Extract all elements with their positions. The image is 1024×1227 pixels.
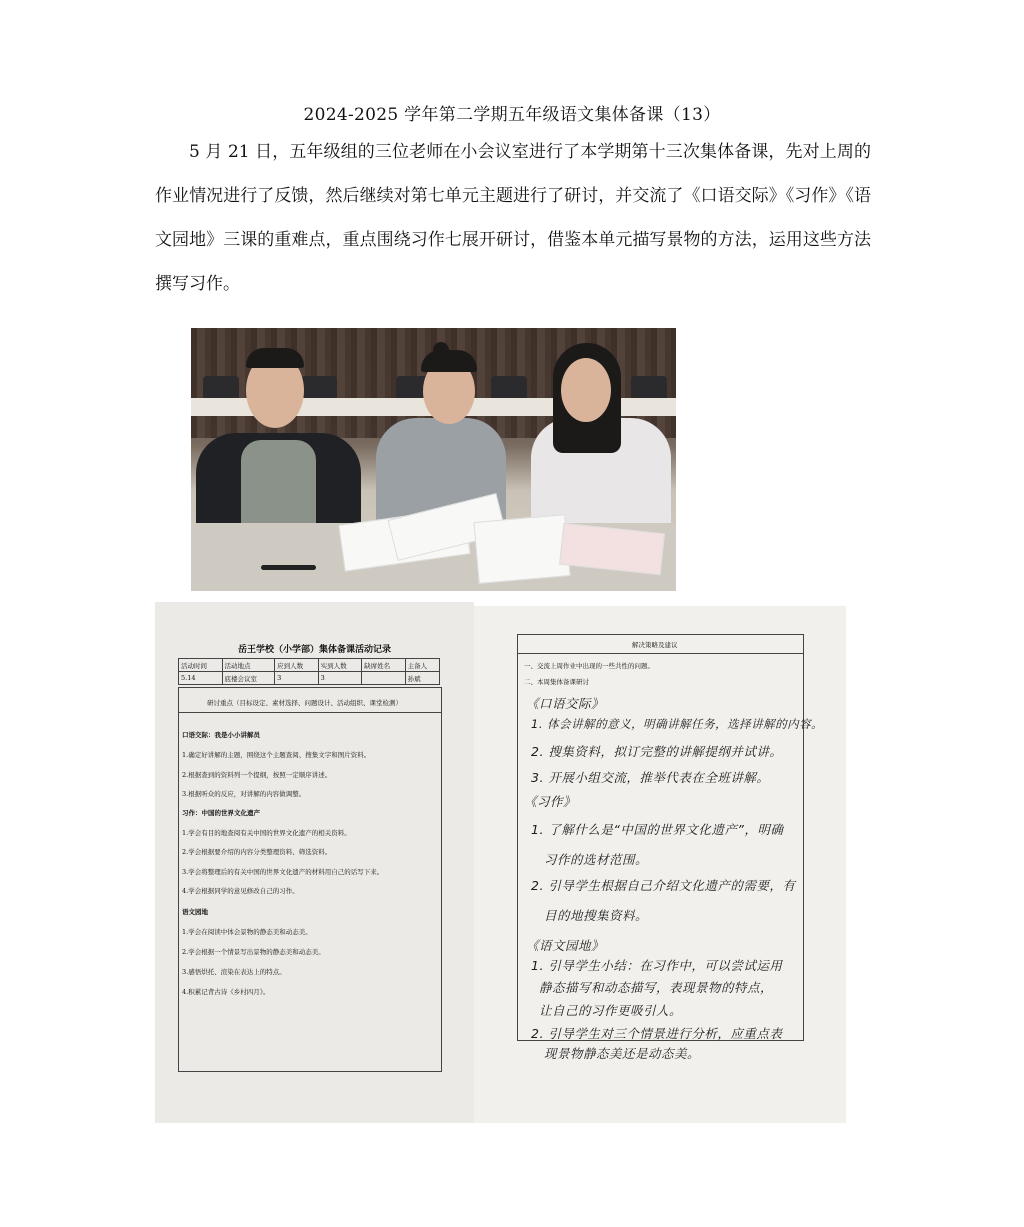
focus-label: 研讨重点（目标设定、素材选择、问题设计、活动组织、课堂检测）	[207, 699, 402, 707]
form-line: 2.根据查到的资料列一个提纲，按照一定顺序讲述。	[182, 771, 332, 779]
handwritten-line: 2. 引导学生对三个情景进行分析，应重点表	[531, 1026, 783, 1041]
row-cell	[362, 672, 406, 685]
strategy-notes	[474, 606, 846, 1123]
page-title: 2024-2025 学年第二学期五年级语文集体备课（13）	[303, 105, 721, 125]
printed-line: 二、本周集体备课研讨	[524, 678, 589, 686]
form-header-table	[178, 658, 440, 685]
handwritten-line: 让自己的习作更吸引人。	[539, 1003, 683, 1018]
form-line: 口语交际：我是小小讲解员	[182, 731, 260, 739]
form-line: 语文园地	[182, 908, 208, 916]
header-cell: 主备人	[405, 659, 439, 672]
header-cell: 缺席姓名	[362, 659, 406, 672]
notes-header: 解决策略及建议	[632, 641, 678, 649]
handwritten-line: 3. 开展小组交流，推举代表在全班讲解。	[531, 770, 770, 785]
handwritten-line: 1. 引导学生小结：在习作中，可以尝试运用	[531, 958, 783, 973]
handwritten-line: 习作的选材范围。	[544, 852, 649, 867]
handwritten-line: 1. 体会讲解的意义，明确讲解任务，选择讲解的内容。	[531, 717, 824, 731]
form-line: 3.学会将整理后的有关中国的世界文化遗产的材料用自己的话写下来。	[182, 868, 384, 876]
handwritten-line: 《口语交际》	[526, 696, 605, 711]
form-line: 3.感悟烘托、渲染在表达上的特点。	[182, 968, 286, 976]
row-cell: 5.14	[179, 672, 223, 685]
form-line: 习作：中国的世界文化遗产	[182, 809, 260, 817]
meeting-photo	[191, 328, 676, 591]
form-line: 4.积累记背古诗《乡村四月》。	[182, 988, 270, 996]
handwritten-line: 现景物静态美还是动态美。	[544, 1046, 701, 1061]
activity-record-form	[155, 602, 474, 1123]
form-line: 2.学会根据要介绍的内容分类整理资料、筛选资料。	[182, 848, 332, 856]
printed-line: 一、交流上周作业中出现的一些共性的问题。	[524, 662, 654, 670]
handwritten-line: 目的地搜集资料。	[544, 908, 649, 923]
handwritten-line: 2. 引导学生根据自己介绍文化遗产的需要，有	[531, 878, 796, 893]
row-cell: 3	[318, 672, 362, 685]
form-line: 1.确定好讲解的主题，围绕这个主题查阅、搜集文字和图片资料。	[182, 751, 371, 759]
form-line: 2.学会根据一个情景写出景物的静态美和动态美。	[182, 948, 325, 956]
row-cell: 底楼会议室	[222, 672, 275, 685]
handwritten-line: 1. 了解什么是“中国的世界文化遗产”，明确	[531, 822, 784, 837]
handwritten-line: 《语文园地》	[526, 938, 605, 953]
intro-paragraph: 5 月 21 日，五年级组的三位老师在小会议室进行了本学期第十三次集体备课，先对上周的作业情况进行了反馈，然后继续对第七单元主题进行了研讨，并交流了《口语交际》《习作》《语文园地》三课的重难点，重点围绕习作七展开研讨，借鉴本单元描写景物的方法，运用这些方法撰写习作。	[155, 142, 871, 294]
form-line: 3.根据听众的反应，对讲解的内容做调整。	[182, 790, 306, 798]
handwritten-line: 静态描写和动态描写，表现景物的特点，	[539, 980, 774, 995]
form-line: 1.学会在阅读中体会景物的静态美和动态美。	[182, 928, 312, 936]
handwritten-line: 2. 搜集资料，拟订完整的讲解提纲并试讲。	[531, 744, 783, 759]
form-line: 1.学会有目的地查阅有关中国的世界文化遗产的相关资料。	[182, 829, 351, 837]
header-cell: 活动地点	[222, 659, 275, 672]
header-cell: 实到人数	[318, 659, 362, 672]
form-line: 4.学会根据同学的意见修改自己的习作。	[182, 887, 299, 895]
header-cell: 应到人数	[275, 659, 319, 672]
form-title: 岳王学校（小学部）集体备课活动记录	[237, 645, 391, 655]
header-cell: 活动时间	[179, 659, 223, 672]
row-cell: 3	[275, 672, 319, 685]
handwritten-line: 《习作》	[524, 794, 577, 809]
row-cell: 孙斌	[405, 672, 439, 685]
